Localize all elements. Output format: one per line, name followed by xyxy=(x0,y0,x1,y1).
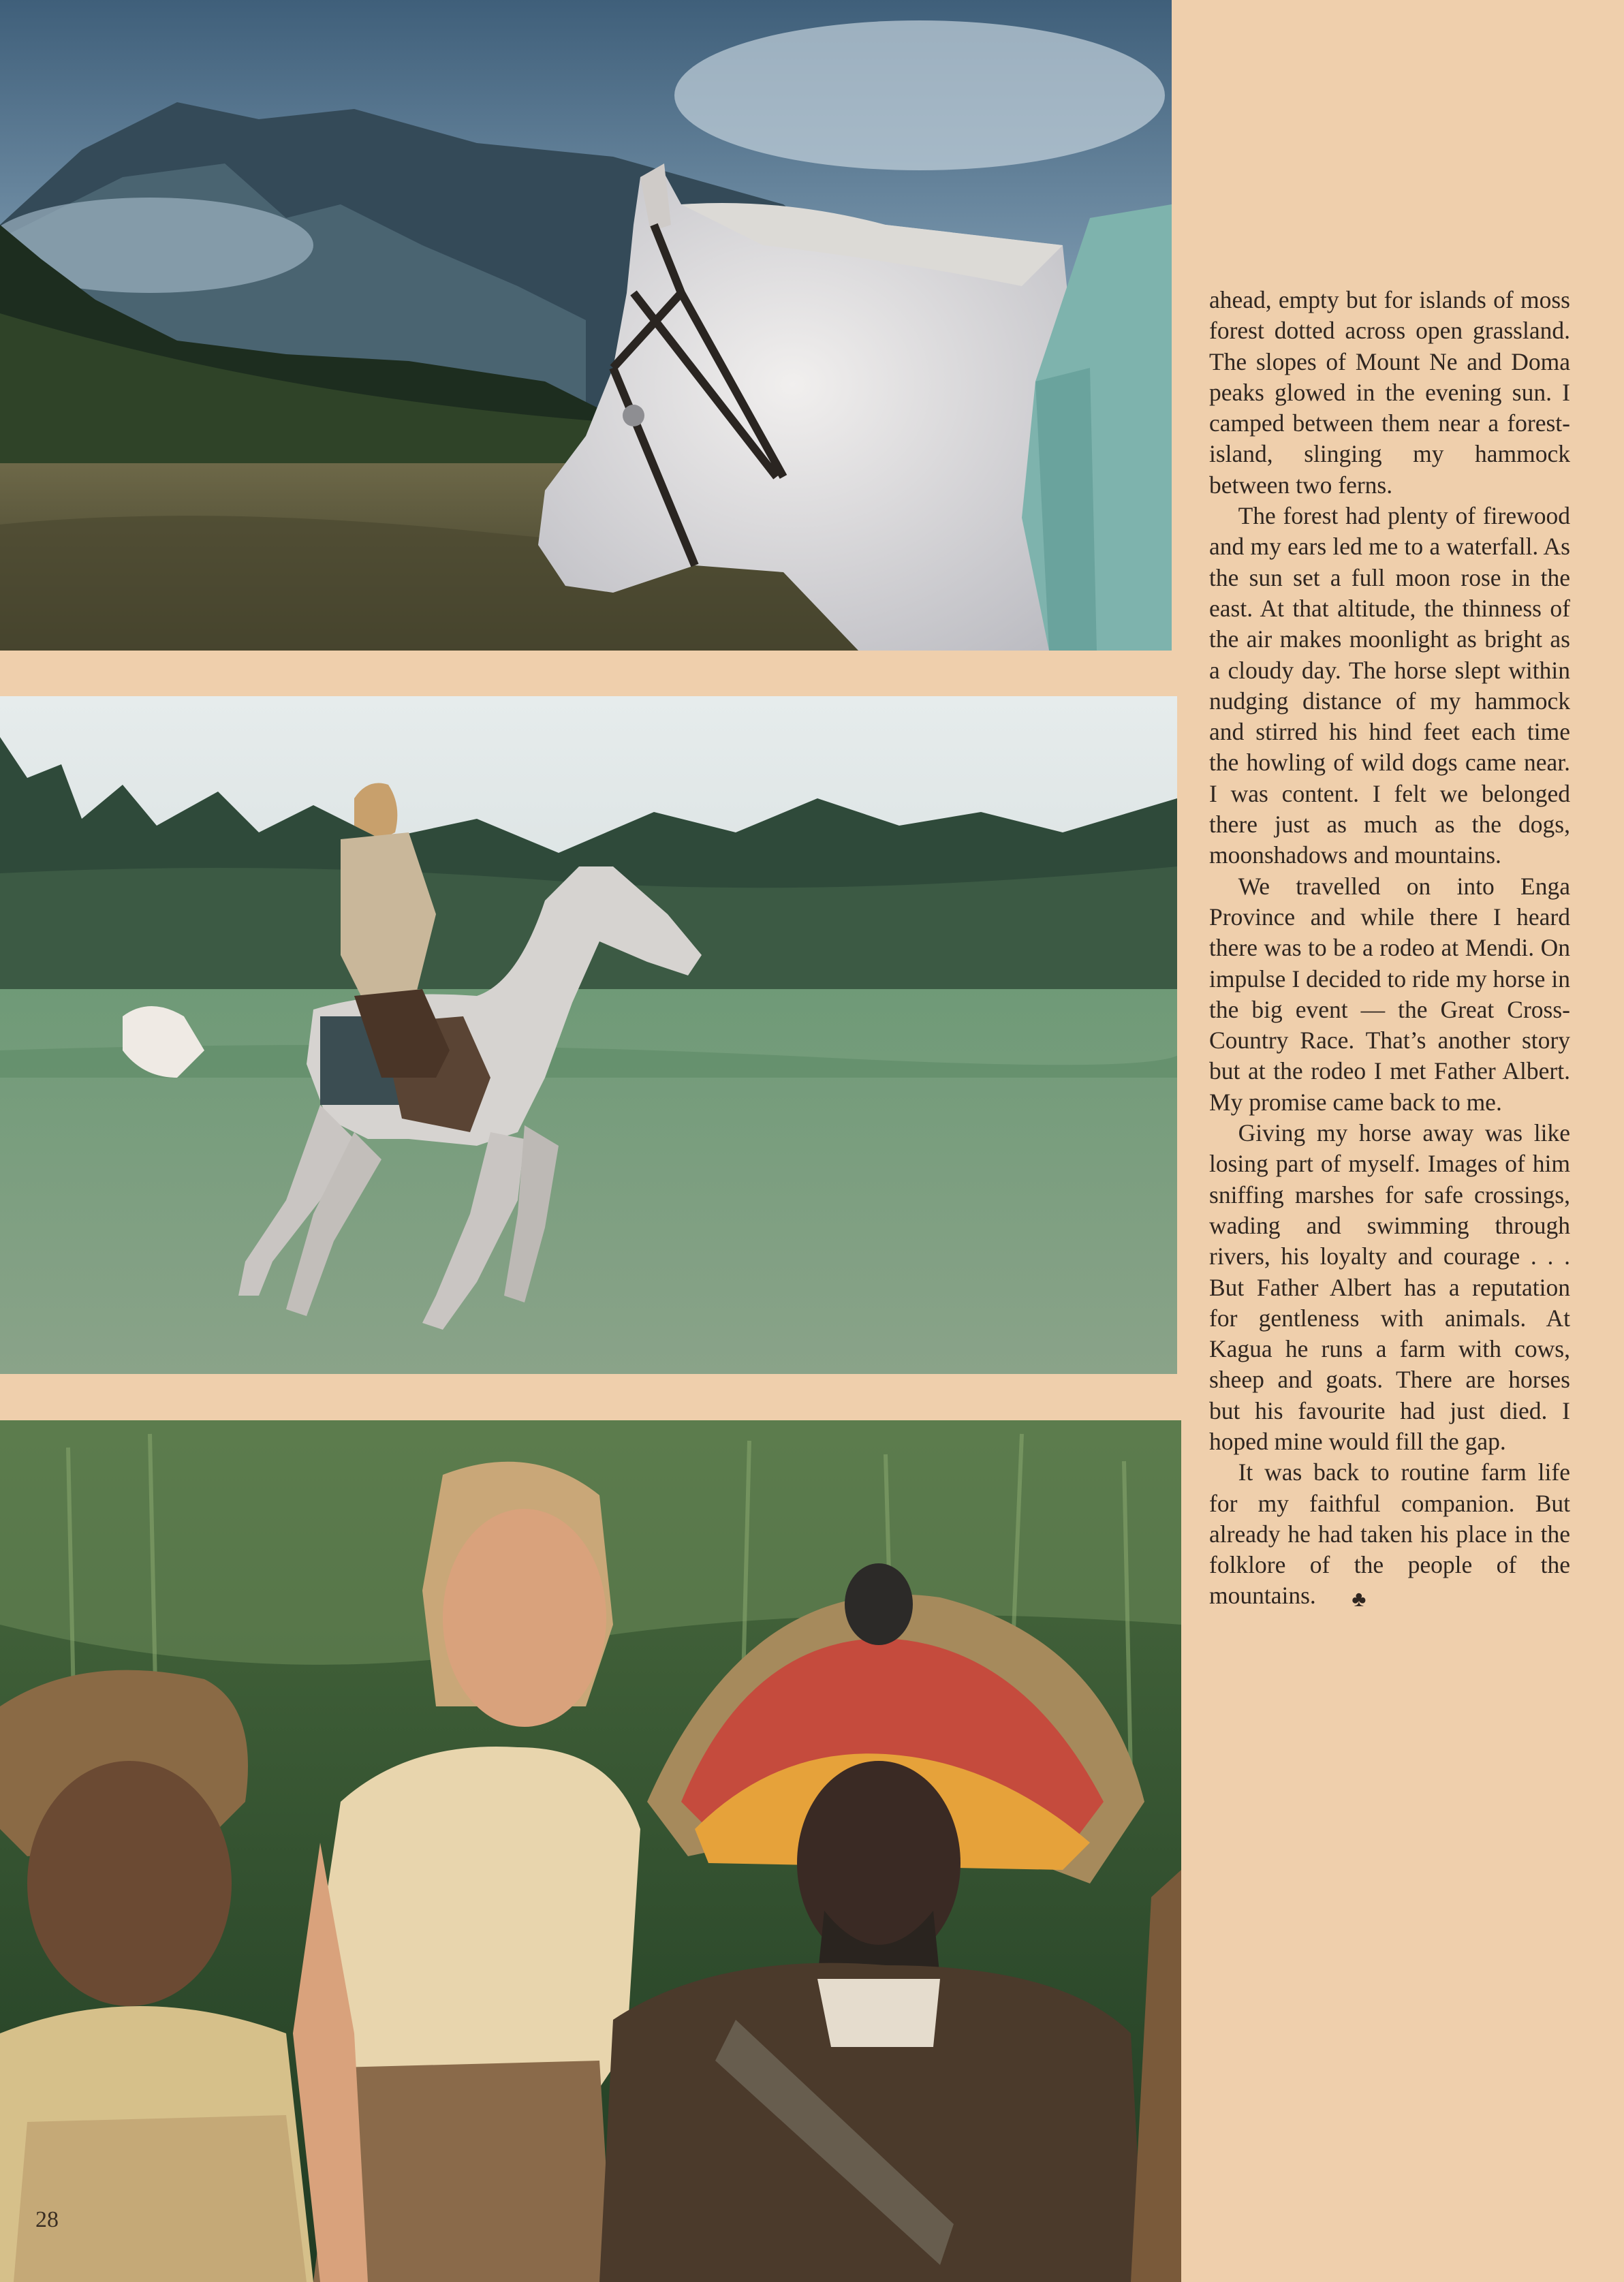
article-paragraph-5-text: It was back to routine farm life for my faithful companion. But already he had taken his place in the folklore of the people of the mountains. xyxy=(1209,1458,1570,1610)
article-paragraph-5 xyxy=(1209,1457,1570,1614)
page-number: 28 xyxy=(35,2207,59,2232)
mountain-horse-image xyxy=(0,0,1172,651)
villagers-photo xyxy=(0,1420,1181,2282)
rider-cantering-image xyxy=(0,696,1177,1374)
article-paragraph-3: We travelled on into Enga Province and while there I heard there was to be a rodeo at Mendi. On impulse I decided to ride my horse in the big event — the Great Cross-Country Race. That’s another story but at the rodeo I met Father Albert. My promise came back to me. xyxy=(1209,872,1570,1116)
villagers-image xyxy=(0,1420,1181,2282)
article-text xyxy=(1209,285,1570,1615)
article-paragraph-4: Giving my horse away was like losing part of myself. Images of him sniffing marshes for safe crossings, wading and swimming through rivers, his loyalty and courage . . . But Father Albert has a reputation for gentleness with animals. At Kagua he runs a farm with cows, sheep and goats. There are horses but his favourite had just died. I hoped mine would fill the gap. xyxy=(1209,1119,1570,1455)
mountain-horse-photo xyxy=(0,0,1172,651)
article-paragraph-1: ahead, empty but for islands of moss forest dotted across open grassland. The slopes of Mount Ne and Doma peaks glowed in the evening sun. I camped between them near a forest-island, slinging my hammock between two ferns. xyxy=(1209,286,1570,499)
article-paragraph-2: The forest had plenty of firewood and my ears led me to a waterfall. As the sun set a full moon rose in the east. At that altitude, the thinness of the air makes moonlight as bright as a cloudy day. The horse slept within nudging distance of my hammock and stirred his hind feet each time the howling of wild dogs came near. I was content. I felt we belonged there just as much as the dogs, moonshadows and mountains. xyxy=(1209,502,1570,869)
rider-cantering-photo xyxy=(0,696,1177,1374)
end-of-article-icon: ♣ xyxy=(1352,1587,1367,1612)
